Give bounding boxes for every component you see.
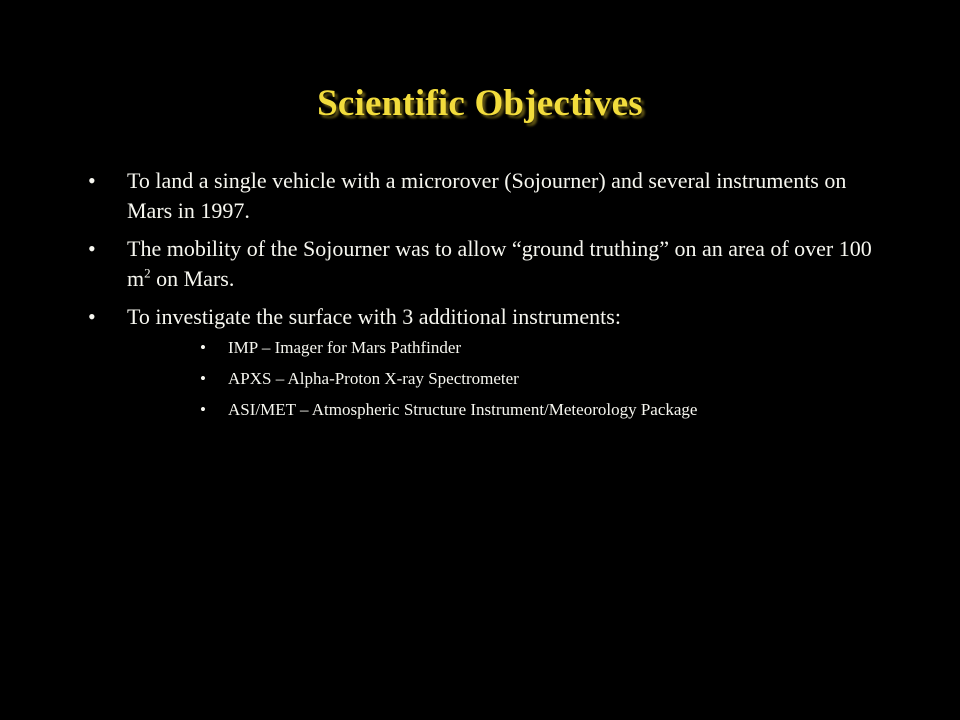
sub-bullet-dot-icon: •	[200, 369, 206, 388]
bullet-item	[88, 234, 878, 294]
sub-bullet-text: ASI/MET – Atmospheric Structure Instrument/Meteorology Package	[228, 400, 698, 419]
sub-bullet-text: APXS – Alpha-Proton X-ray Spectrometer	[228, 369, 519, 388]
sub-bullet-dot-icon: •	[200, 338, 206, 357]
bullet-item	[88, 302, 878, 421]
sub-bullet-item	[127, 336, 878, 359]
bullet-text-part: on Mars.	[150, 266, 235, 291]
bullet-dot-icon: •	[88, 236, 96, 261]
bullet-dot-icon: •	[88, 168, 96, 193]
bullet-item	[88, 166, 878, 226]
sub-bullet-list	[127, 336, 878, 421]
bullet-list	[88, 166, 878, 429]
sub-bullet-item	[127, 398, 878, 421]
bullet-text: To investigate the surface with 3 additional instruments:	[127, 304, 621, 329]
superscript-exponent: 2	[144, 265, 151, 281]
bullet-text-part: The mobility of the Sojourner was to allow “ground truthing” on an area of over 100 m	[127, 236, 872, 291]
sub-bullet-dot-icon: •	[200, 400, 206, 419]
bullet-text	[127, 236, 872, 291]
bullet-text: To land a single vehicle with a microrover (Sojourner) and several instruments on Mars in 1997.	[127, 168, 847, 223]
sub-bullet-item	[127, 367, 878, 390]
slide-title: Scientific Objectives	[317, 83, 643, 124]
sub-bullet-text: IMP – Imager for Mars Pathfinder	[228, 338, 462, 357]
bullet-dot-icon: •	[88, 304, 96, 329]
